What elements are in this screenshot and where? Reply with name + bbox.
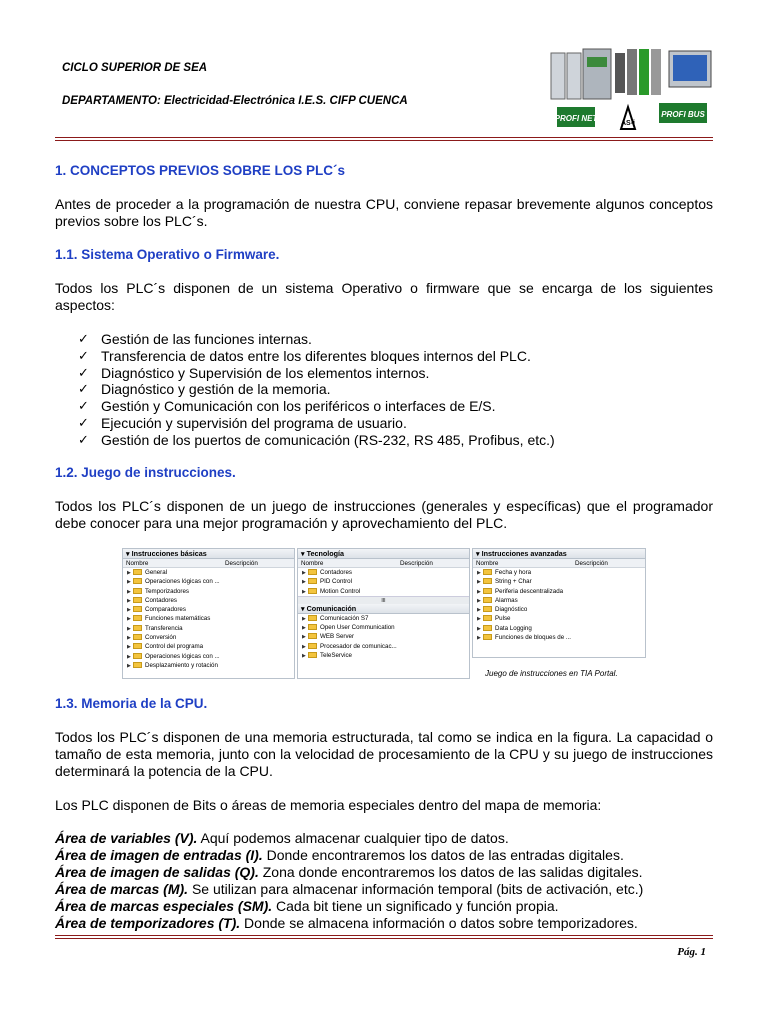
folder-icon: [133, 606, 142, 612]
folder-icon: [133, 653, 142, 659]
list-item: ✓ Ejecución y supervisión del programa de usuario.: [78, 414, 407, 431]
expand-arrow-icon[interactable]: ▶: [127, 616, 131, 623]
section-1-paragraph: Antes de proceder a la programación de nuestra CPU, conviene repasar brevemente algunos conceptos previos sobre los PLC´s.: [55, 196, 713, 229]
footer-rule: [55, 935, 713, 939]
panel-technology: [297, 548, 470, 679]
folder-icon: [308, 624, 317, 630]
expand-arrow-icon[interactable]: ▶: [302, 570, 306, 576]
check-icon: ✓: [78, 331, 89, 346]
folder-icon: [483, 625, 492, 631]
expand-arrow-icon[interactable]: ▶: [477, 616, 481, 623]
tree-row[interactable]: ▶ Contadores: [298, 568, 469, 577]
section-1-3-title: 1.3. Memoria de la CPU.: [55, 696, 208, 711]
tree-row[interactable]: ▶ Desplazamiento y rotación: [123, 661, 294, 670]
folder-icon: [133, 588, 142, 594]
folder-icon: [133, 643, 142, 649]
expand-arrow-icon[interactable]: ▶: [127, 653, 131, 660]
header-rule: [55, 137, 713, 141]
list-item: ✓ Gestión y Comunicación con los periféricos o interfaces de E/S.: [78, 398, 496, 415]
folder-icon: [308, 615, 317, 621]
panel-columns: Nombre Descripción: [473, 559, 645, 568]
check-icon: ✓: [78, 347, 89, 363]
tree-row[interactable]: ▶ Funciones de bloques de ...: [473, 633, 645, 642]
expand-arrow-icon[interactable]: ▶: [127, 570, 131, 576]
section-1-1-paragraph: Todos los PLC´s disponen de un sistema Operativo o firmware que se encarga de los siguientes aspectos:: [55, 280, 713, 313]
tree-row[interactable]: ▶ Data Logging: [473, 624, 645, 633]
folder-icon: [483, 588, 492, 594]
expand-arrow-icon[interactable]: ▶: [477, 635, 481, 642]
expand-arrow-icon[interactable]: ▶: [127, 644, 131, 651]
folder-icon: [308, 588, 317, 594]
expand-arrow-icon[interactable]: ▶: [302, 643, 306, 650]
section-1-2-paragraph: Todos los PLC´s disponen de un juego de instrucciones (generales y específicas) que el programador debe conocer para una mejor programación y aprovechamiento del PLC.: [55, 498, 713, 531]
tree-row[interactable]: ▶ Periferia descentralizada: [473, 587, 645, 596]
folder-icon: [133, 569, 142, 575]
expand-arrow-icon[interactable]: ▶: [127, 579, 131, 586]
expand-arrow-icon[interactable]: ▶: [127, 635, 131, 642]
area-line: Área de imagen de entradas (I). Donde encontraremos los datos de las entradas digitales.: [55, 847, 624, 863]
expand-arrow-icon[interactable]: ▶: [302, 634, 306, 641]
folder-icon: [483, 634, 492, 640]
area-line: Área de marcas especiales (SM). Cada bit tiene un significado y función propia.: [55, 898, 559, 914]
check-icon: ✓: [78, 431, 89, 447]
panel-subtitle: ▾ Comunicación: [298, 604, 469, 614]
header-line-2: DEPARTAMENTO: Electricidad-Electrónica I.E.S. CIFP CUENCA: [62, 95, 408, 107]
folder-icon: [483, 578, 492, 584]
expand-arrow-icon[interactable]: ▶: [477, 579, 481, 586]
tree-row[interactable]: ▶ Motion Control: [298, 587, 469, 596]
list-item: ✓ Diagnóstico y gestión de la memoria.: [78, 381, 331, 398]
horizontal-scrollbar[interactable]: III: [298, 596, 469, 604]
tree-row[interactable]: ▶ Fecha y hora: [473, 568, 645, 577]
figure-caption: Juego de instrucciones en TIA Portal.: [485, 669, 618, 678]
list-item: ✓ Gestión de las funciones internas.: [78, 331, 312, 347]
header-line-1: CICLO SUPERIOR DE SEA: [62, 62, 208, 74]
expand-arrow-icon[interactable]: ▶: [127, 588, 131, 595]
tree-row[interactable]: ▶ Contadores: [123, 596, 294, 605]
panel-title: ▾ Instrucciones avanzadas: [473, 549, 645, 559]
folder-icon: [308, 633, 317, 639]
expand-arrow-icon[interactable]: ▶: [127, 597, 131, 604]
check-icon: ✓: [78, 381, 89, 397]
tree-row[interactable]: ▶ Pulse: [473, 614, 645, 623]
expand-arrow-icon[interactable]: ▶: [302, 653, 306, 660]
tree-row[interactable]: ▶ Control del programa: [123, 642, 294, 651]
tree-row[interactable]: ▶ Temporizadores: [123, 587, 294, 596]
folder-icon: [133, 578, 142, 584]
tree-row[interactable]: ▶ Conversión: [123, 633, 294, 642]
folder-icon: [133, 634, 142, 640]
tree-row[interactable]: ▶ Operaciones lógicas con ...: [123, 577, 294, 586]
list-item: ✓ Diagnóstico y Supervisión de los elementos internos.: [78, 364, 430, 381]
folder-icon: [483, 606, 492, 612]
section-1-3-paragraph-1: Todos los PLC´s disponen de una memoria estructurada, tal como se indica en la figura. La capacidad o tamaño de esta memoria, junto con la velocidad de procesamiento de la CPU y su juego de instrucciones determinará la potencia de la CPU.: [55, 729, 713, 779]
area-line: Área de temporizadores (T). Donde se almacena información o datos sobre temporizadores.: [55, 915, 638, 931]
panel-title: ▾ Tecnología: [298, 549, 469, 559]
panel-columns: Nombre Descripción: [123, 559, 294, 568]
panel-title: ▾ Instrucciones básicas: [123, 549, 294, 559]
expand-arrow-icon[interactable]: ▶: [127, 662, 131, 669]
tree-row[interactable]: ▶ General: [123, 568, 294, 577]
expand-arrow-icon[interactable]: ▶: [302, 615, 306, 622]
folder-icon: [483, 569, 492, 575]
expand-arrow-icon[interactable]: ▶: [302, 625, 306, 632]
section-1-3-paragraph-2: Los PLC disponen de Bits o áreas de memoria especiales dentro del mapa de memoria:: [55, 797, 602, 813]
panel-advanced-instructions: [472, 548, 646, 658]
tree-row[interactable]: ▶ Alarmas: [473, 596, 645, 605]
firmware-aspects-list: [78, 331, 555, 449]
folder-icon: [483, 615, 492, 621]
folder-icon: [483, 597, 492, 603]
expand-arrow-icon[interactable]: ▶: [127, 625, 131, 632]
logo-profinet: PROFI NET: [554, 114, 598, 123]
folder-icon: [308, 643, 317, 649]
area-line: Área de variables (V). Aquí podemos almacenar cualquier tipo de datos.: [55, 830, 509, 846]
folder-icon: [308, 569, 317, 575]
tree-row[interactable]: ▶ WEB Server: [298, 632, 469, 641]
folder-icon: [133, 662, 142, 668]
expand-arrow-icon[interactable]: ▶: [127, 607, 131, 614]
tree-row[interactable]: ▶ Open User Communication: [298, 623, 469, 632]
tree-row[interactable]: ▶ Diagnóstico: [473, 605, 645, 614]
section-1-title: 1. CONCEPTOS PREVIOS SOBRE LOS PLC´s: [55, 163, 346, 178]
expand-arrow-icon[interactable]: ▶: [477, 625, 481, 632]
folder-icon: [133, 597, 142, 603]
tree-row[interactable]: ▶ Procesador de comunicac...: [298, 642, 469, 651]
tree-row[interactable]: ▶ Transferencia: [123, 624, 294, 633]
logo-asi: AS-i: [621, 120, 635, 127]
check-icon: ✓: [78, 414, 89, 430]
area-line: Área de marcas (M). Se utilizan para almacenar información temporal (bits de activación, etc.): [55, 881, 644, 897]
tree-row[interactable]: ▶ String + Char: [473, 577, 645, 586]
expand-arrow-icon[interactable]: ▶: [477, 607, 481, 614]
panel-basic-instructions: [122, 548, 295, 679]
area-line: Área de imagen de salidas (Q). Zona donde encontraremos los datos de las salidas digitales.: [55, 864, 643, 880]
tree-row[interactable]: ▶ Funciones matemáticas: [123, 614, 294, 623]
tree-row[interactable]: ▶ TeleService: [298, 651, 469, 660]
folder-icon: [133, 625, 142, 631]
page-number: Pág. 1: [677, 946, 706, 958]
logo-profibus: PROFI BUS: [661, 110, 705, 119]
list-item: ✓ Transferencia de datos entre los diferentes bloques internos del PLC.: [78, 347, 531, 364]
expand-arrow-icon[interactable]: ▶: [477, 570, 481, 576]
check-icon: ✓: [78, 398, 89, 414]
tree-row[interactable]: ▶ Comunicación S7: [298, 614, 469, 623]
tree-row[interactable]: ▶ Comparadores: [123, 605, 294, 614]
folder-icon: [308, 578, 317, 584]
section-1-2-title: 1.2. Juego de instrucciones.: [55, 465, 236, 480]
expand-arrow-icon[interactable]: ▶: [302, 579, 306, 586]
expand-arrow-icon[interactable]: ▶: [477, 597, 481, 604]
plc-logo-image: [547, 47, 715, 132]
folder-icon: [308, 652, 317, 658]
tree-row[interactable]: ▶ Operaciones lógicas con ...: [123, 652, 294, 661]
check-icon: ✓: [78, 364, 89, 380]
tree-row[interactable]: ▶ PID Control: [298, 577, 469, 586]
list-item: ✓ Gestión de los puertos de comunicación (RS-232, RS 485, Profibus, etc.): [78, 431, 555, 448]
panel-columns: Nombre Descripción: [298, 559, 469, 568]
expand-arrow-icon[interactable]: ▶: [477, 588, 481, 595]
section-1-1-title: 1.1. Sistema Operativo o Firmware.: [55, 247, 280, 262]
folder-icon: [133, 615, 142, 621]
expand-arrow-icon[interactable]: ▶: [302, 588, 306, 595]
instructions-figure: [122, 548, 646, 680]
